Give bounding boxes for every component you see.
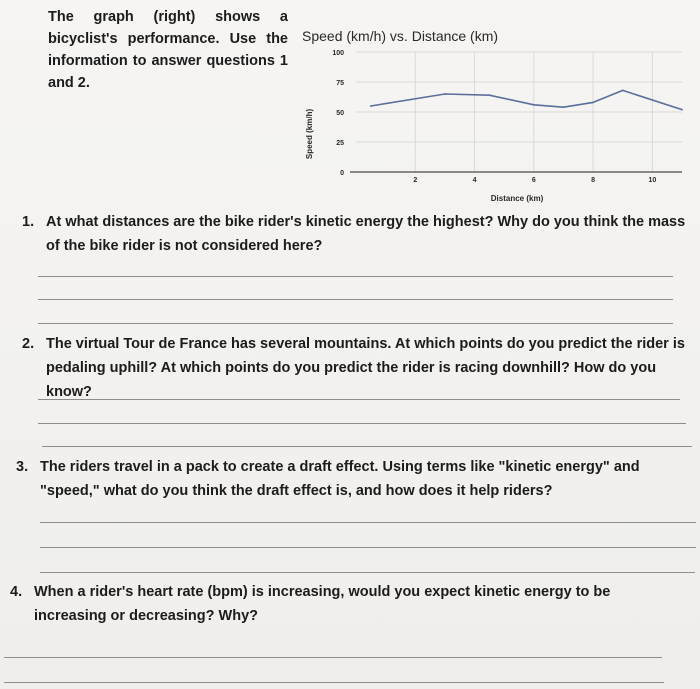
chart-grid bbox=[356, 52, 682, 172]
answer-line[interactable] bbox=[40, 547, 696, 548]
chart-x-tick-label: 4 bbox=[472, 177, 477, 184]
intro-text: The graph (right) shows a bicyclist's performance. Use the information to answer questions 1 and 2. bbox=[48, 9, 288, 91]
chart-x-tick-label: 6 bbox=[531, 177, 536, 184]
chart-y-tick-label: 75 bbox=[336, 80, 344, 87]
chart-x-tick-label: 2 bbox=[413, 177, 418, 184]
chart-data-point bbox=[681, 109, 683, 111]
question-1 bbox=[22, 210, 692, 258]
chart-data-point bbox=[563, 106, 565, 108]
question-1-number: 1. bbox=[22, 214, 35, 230]
answer-line[interactable] bbox=[38, 423, 686, 424]
chart-data-point bbox=[488, 94, 490, 96]
question-4-text: When a rider's heart rate (bpm) is increasing, would you expect kinetic energy to be increasing or decreasing? Why? bbox=[34, 584, 611, 624]
question-3-number: 3. bbox=[16, 459, 29, 475]
chart-data-point bbox=[370, 105, 372, 107]
chart-y-axis-label: Speed (km/h) bbox=[305, 108, 314, 160]
answer-line[interactable] bbox=[4, 682, 664, 683]
question-4-number: 4. bbox=[10, 584, 23, 600]
chart-series-line bbox=[371, 90, 682, 109]
answer-line[interactable] bbox=[42, 446, 692, 447]
chart-data-point bbox=[592, 102, 594, 104]
chart-y-tick-label: 50 bbox=[336, 110, 344, 117]
answer-line[interactable] bbox=[38, 323, 673, 324]
chart-y-tick-label: 100 bbox=[332, 50, 344, 57]
question-2-text: The virtual Tour de France has several mountains. At which points do you predict the rider is pedaling uphill? At which points do you predict the rider is racing downhill? How do you know? bbox=[46, 336, 685, 400]
chart-series bbox=[370, 90, 683, 111]
chart-svg bbox=[292, 22, 692, 212]
answer-line[interactable] bbox=[38, 276, 673, 277]
answer-line[interactable] bbox=[38, 299, 673, 300]
question-3 bbox=[16, 455, 686, 503]
answer-line[interactable] bbox=[38, 399, 680, 400]
answer-line[interactable] bbox=[40, 572, 695, 573]
question-1-text: At what distances are the bike rider's kinetic energy the highest? Why do you think the mass of the bike rider is not considered here? bbox=[46, 214, 686, 254]
chart-x-tick-label: 8 bbox=[591, 177, 596, 184]
chart-ticks bbox=[332, 50, 656, 184]
question-3-text: The riders travel in a pack to create a draft effect. Using terms like "kinetic energy" and "speed," what do you think the draft effect is, and how does it help riders? bbox=[40, 459, 640, 499]
chart-x-tick-label: 10 bbox=[648, 177, 657, 184]
chart-data-point bbox=[444, 93, 446, 95]
answer-line[interactable] bbox=[4, 657, 662, 658]
chart-y-tick-label: 0 bbox=[340, 170, 344, 177]
chart-x-axis-label: Distance (km) bbox=[490, 194, 544, 203]
question-2-number: 2. bbox=[22, 336, 35, 352]
chart-title: Speed (km/h) vs. Distance (km) bbox=[302, 28, 499, 44]
chart-data-point bbox=[622, 90, 624, 92]
question-4 bbox=[10, 580, 680, 628]
chart-data-point bbox=[533, 104, 535, 106]
question-2 bbox=[22, 332, 692, 404]
chart-y-tick-label: 25 bbox=[336, 140, 344, 147]
answer-line[interactable] bbox=[40, 522, 696, 523]
speed-distance-chart bbox=[292, 22, 692, 212]
